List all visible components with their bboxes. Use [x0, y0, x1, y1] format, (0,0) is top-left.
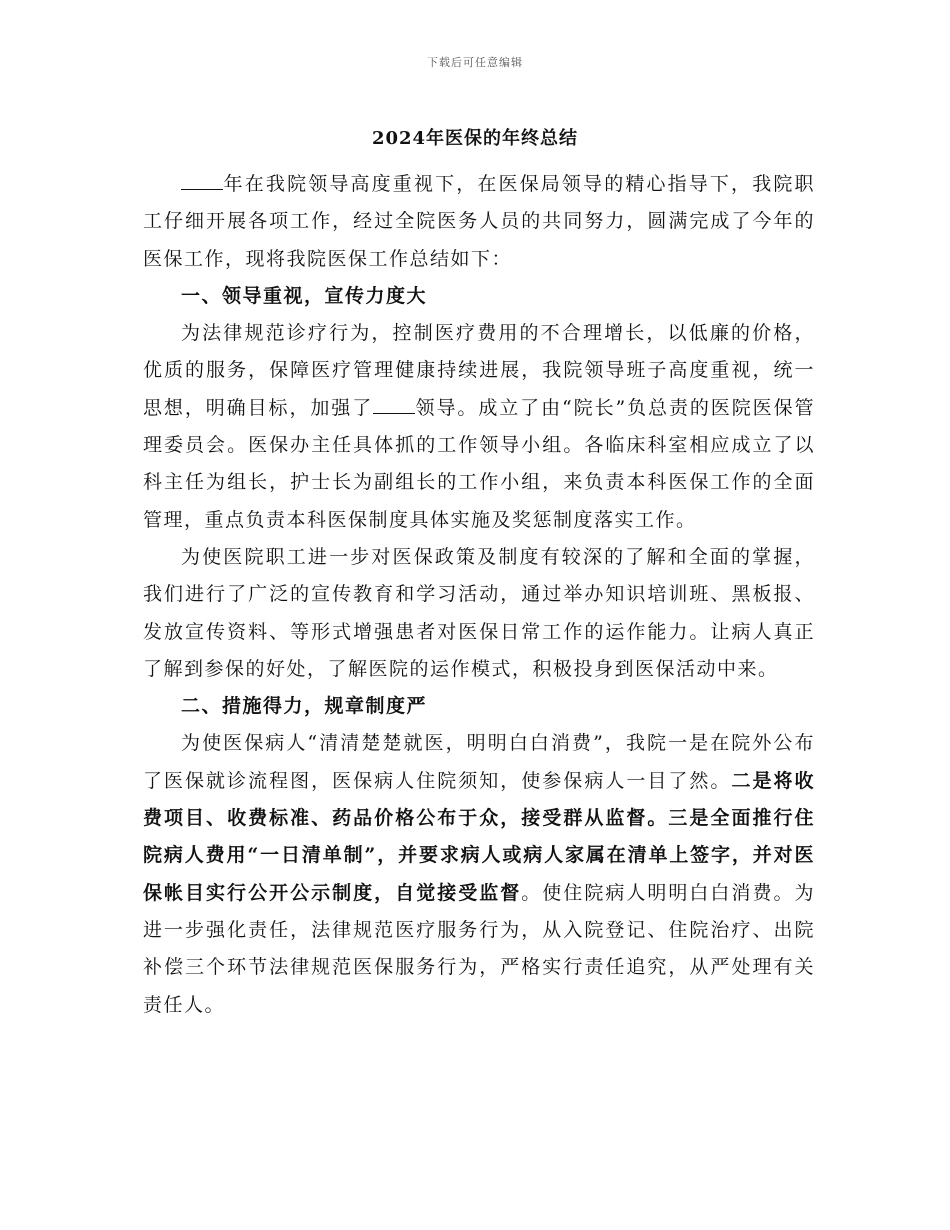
- fill-in-blank: [181, 171, 223, 190]
- section1-p1-part1: 为法律规范诊疗行为，控制医疗费用的不合理增长，以低廉的价格，优质的服务，保障医疗管理健康持续进展，我院领导班子高度重视，统一思想，明确目标，加强了: [143, 322, 815, 419]
- document-title: 2024年医保的年终总结: [371, 128, 579, 149]
- page-header-note: 下载后可任意编辑: [427, 56, 523, 69]
- section2-paragraph1: [143, 725, 815, 1023]
- section1-paragraph1: [143, 315, 815, 539]
- section1-p1-part2: 领导。成立了由“院长”负总责的医院医保管理委员会。医保办主任具体抓的工作领导小组。各临床科室相应成立了以科主任为组长，护士长为副组长的工作小组，来负责本科医保工作的全面管理，重点负责本科医保制度具体实施及奖惩制度落实工作。: [143, 396, 815, 531]
- section1-heading: 一、领导重视，宣传力度大: [181, 284, 428, 307]
- document-body: [143, 166, 815, 1024]
- intro-paragraph: [143, 166, 815, 278]
- intro-text: 年在我院领导高度重视下，在医保局领导的精心指导下，我院职工仔细开展各项工作，经过全院医务人员的共同努力，圆满完成了今年的医保工作，现将我院医保工作总结如下：: [143, 173, 815, 270]
- section2-p1-tail: 。使住院病人明明白白消费。为进一步强化责任，法律规范医疗服务行为，从入院登记、住院治疗、出院补偿三个环节法律规范医保服务行为，严格实行责任追究，从严处理有关责任人。: [143, 881, 815, 1016]
- section2-p1-bold: 二是将收费项目、收费标准、药品价格公布于众，接受群从监督。三是全面推行住院病人费用“一日清单制”，并要求病人或病人家属在清单上签字，并对医保帐目实行公开公示制度，自觉接受监督: [143, 769, 815, 904]
- section1-paragraph2: 为使医院职工进一步对医保政策及制度有较深的了解和全面的掌握，我们进行了广泛的宣传教育和学习活动，通过举办知识培训班、黑板报、发放宣传资料、等形式增强患者对医保日常工作的运作能力。让病人真正了解到参保的好处，了解医院的运作模式，积极投身到医保活动中来。: [143, 545, 815, 680]
- section2-heading: 二、措施得力，规章制度严: [181, 695, 428, 718]
- fill-in-blank: [373, 395, 415, 414]
- section2-p1-normal: 为使医保病人“清清楚楚就医，明明白白消费”，我院一是在院外公布了医保就诊流程图，医保病人住院须知，使参保病人一目了然。: [143, 732, 815, 792]
